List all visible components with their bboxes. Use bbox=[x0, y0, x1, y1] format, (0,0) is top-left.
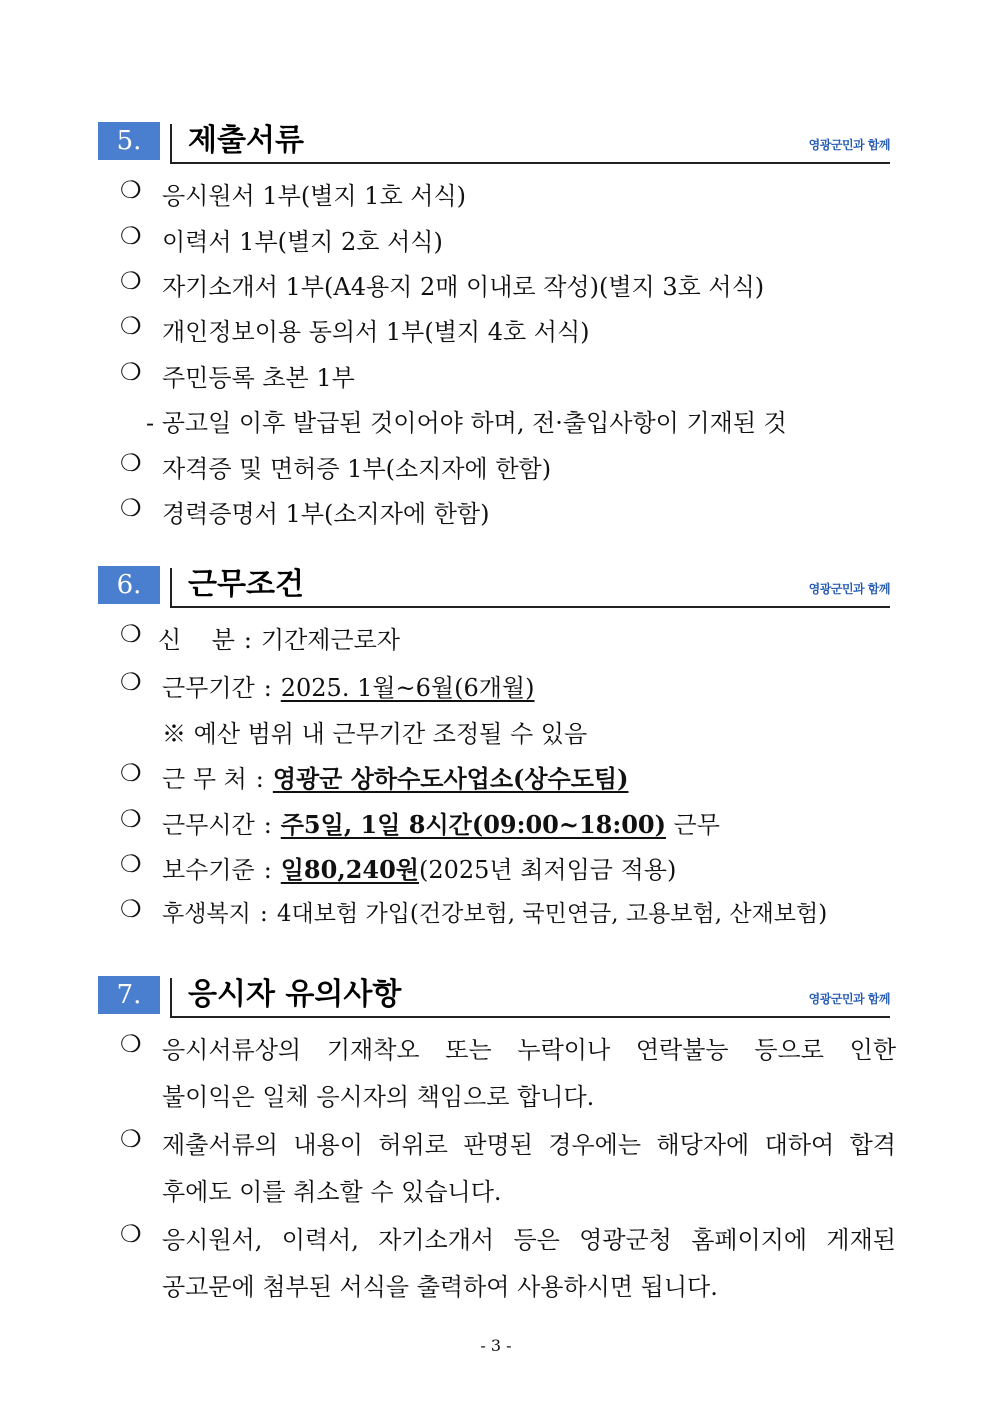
bullet-icon: ❍ bbox=[120, 222, 142, 250]
section-title: 응시자 유의사항 bbox=[188, 977, 402, 1012]
county-logo: 영광군민과 함께 bbox=[808, 582, 890, 596]
section-header bbox=[98, 566, 890, 608]
header-underline bbox=[170, 606, 890, 608]
bullet-icon: ❍ bbox=[120, 176, 142, 204]
bullet-icon: ❍ bbox=[120, 620, 142, 648]
section-7: 7. 응시자 유의사항 영광군민과 함께 ❍ 응시서류상의 기재착오 또는 누락이나 연락불능 등으로 인한 불이익은 일체 응시자의 책임으로 합니다. ❍ 제출서류의 내용이 허위로 판명된 경우에는 해당자에 대하여 합격 후에도 이를 취소할 수 있습니다. ❍ 응시원서, 이력서, 자기소개서 등은 영광군청 홈페이지에 게재된 공고문에 첨부된 서식을 출력하여 사용하시면 됩니다. bbox=[98, 976, 890, 1018]
bullet-icon: ❍ bbox=[120, 668, 142, 696]
section-5: 5. 제출서류 영광군민과 함께 ❍ 응시원서 1부(별지 1호 서식) ❍ 이력서 1부(별지 2호 서식) ❍ 자기소개서 1부(A4용지 2매 이내로 작성)(별지 3호 서식) ❍ 개인정보이용 동의서 1부(별지 4호 서식) ❍ 주민등록 초본 1부 - 공고일 이후 발급된 것이어야 하며, 전·출입사항이 기재된 것 ❍ 자격증 및 면허증 1부(소지자에 한함) ❍ 경력증명서 1부(소지자에 한함) bbox=[98, 122, 890, 164]
header-underline bbox=[170, 162, 890, 164]
bullet-icon: ❍ bbox=[120, 449, 142, 477]
bullet-icon: ❍ bbox=[120, 1030, 142, 1058]
bullet-icon: ❍ bbox=[120, 805, 142, 833]
header-underline bbox=[170, 1016, 890, 1018]
divider bbox=[170, 978, 172, 1016]
county-logo: 영광군민과 함께 bbox=[808, 138, 890, 152]
section-header bbox=[98, 976, 890, 1018]
bullet-icon: ❍ bbox=[120, 267, 142, 295]
bullet-icon: ❍ bbox=[120, 358, 142, 386]
section-number: 5. bbox=[98, 122, 160, 160]
bullet-icon: ❍ bbox=[120, 312, 142, 340]
bullet-icon: ❍ bbox=[120, 759, 142, 787]
bullet-icon: ❍ bbox=[120, 850, 142, 878]
section-number: 6. bbox=[98, 566, 160, 604]
section-header bbox=[98, 122, 890, 164]
bullet-icon: ❍ bbox=[120, 895, 142, 923]
page-number: - 3 - bbox=[480, 1336, 512, 1355]
section-number: 7. bbox=[98, 976, 160, 1014]
section-6: 6. 근무조건 영광군민과 함께 ❍ 신 분 : 기간제근로자 ❍ 근무기간 : 2025. 1월~6월(6개월) ※ 예산 범위 내 근무기간 조정될 수 있음 ❍ 근 무 처 : 영광군 상하수도사업소(상수도팀) ❍ 근무시간 : 주5일, 1일 8시간(09:00~18:00) 근무 ❍ 보수기준 : 일80,240원(2025년 최저임금 적용) ❍ 후생복지 : 4대보험 가입(건강보험, 국민연금, 고용보험, 산재보험) bbox=[98, 566, 890, 608]
bullet-icon: ❍ bbox=[120, 1125, 142, 1153]
bullet-icon: ❍ bbox=[120, 1220, 142, 1248]
divider bbox=[170, 124, 172, 162]
section-title: 제출서류 bbox=[188, 123, 304, 158]
county-logo: 영광군민과 함께 bbox=[808, 992, 890, 1006]
divider bbox=[170, 568, 172, 606]
section-title: 근무조건 bbox=[188, 567, 304, 602]
bullet-icon: ❍ bbox=[120, 494, 142, 522]
